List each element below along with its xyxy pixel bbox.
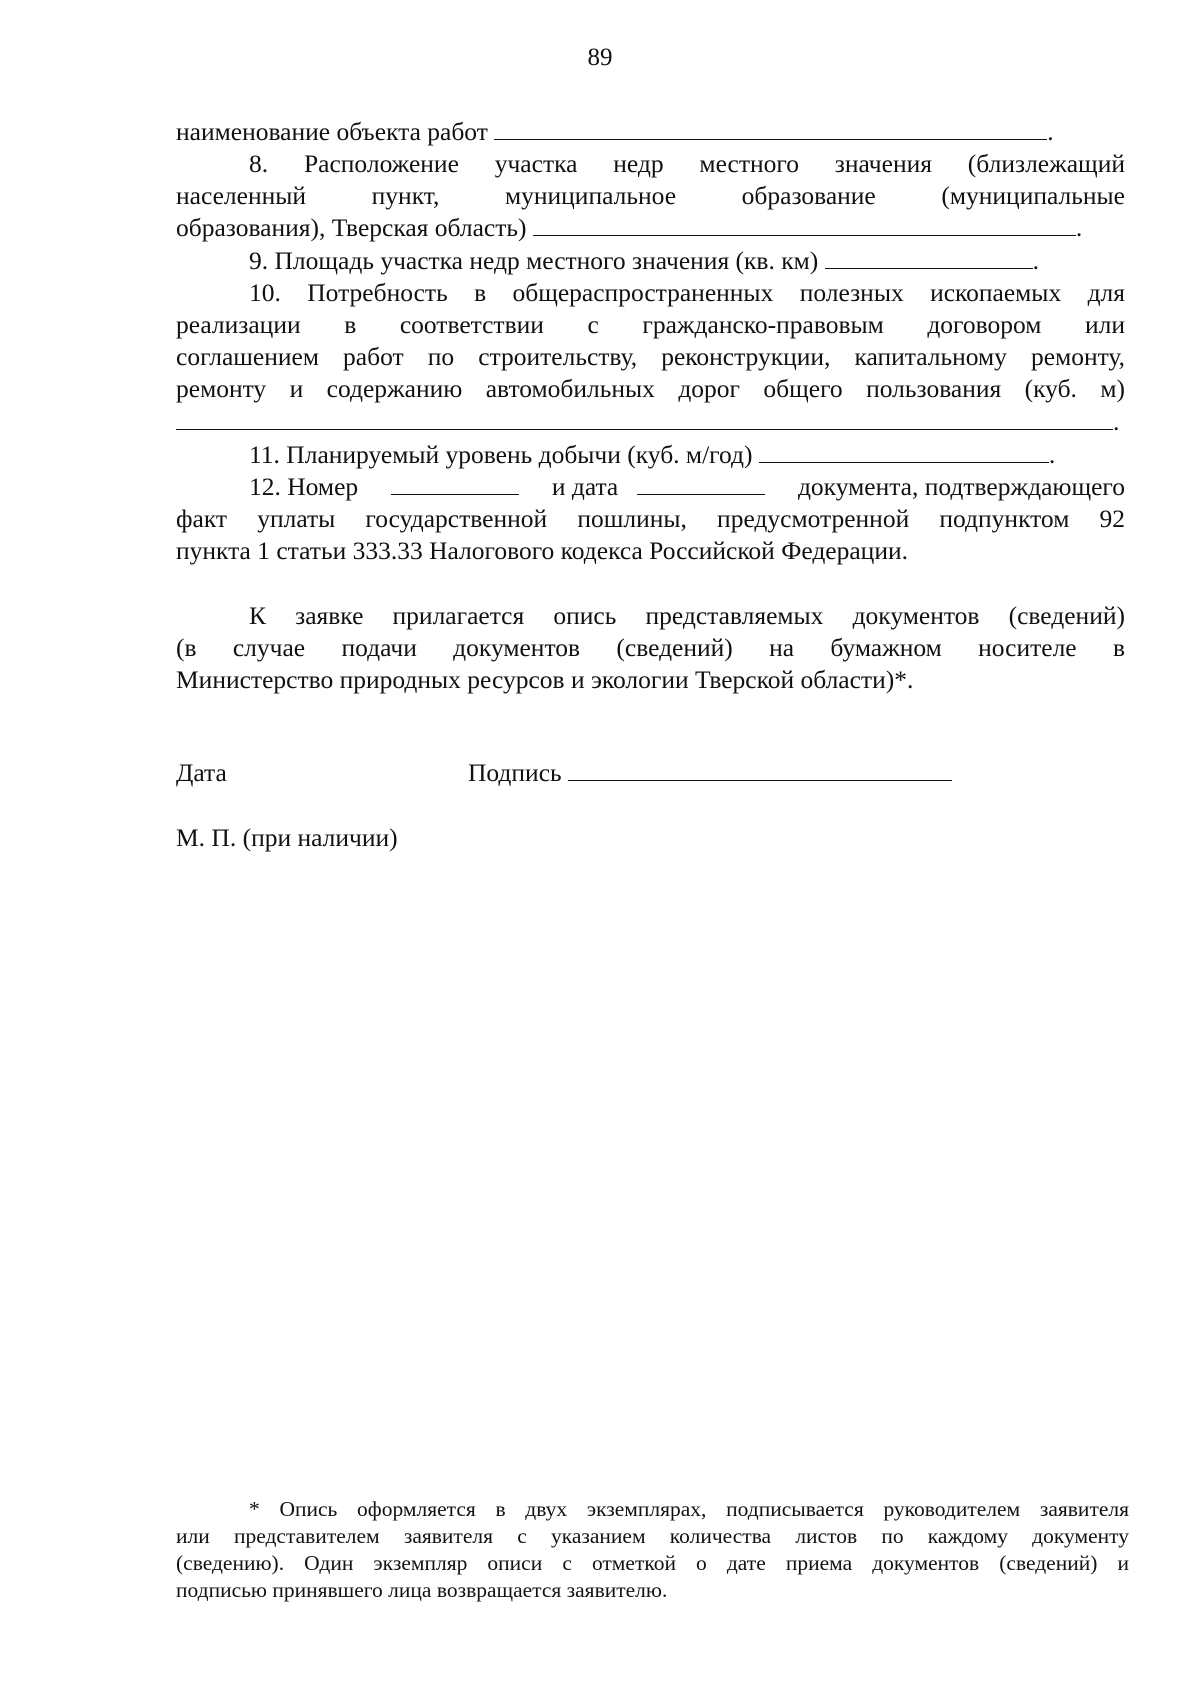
item8-line2: населенный пункт, муниципальное образование (муниципальные xyxy=(176,181,1125,210)
area-field[interactable] xyxy=(825,246,1033,269)
item10-line2: реализации в соответствии с гражданско-правовым договором или xyxy=(176,310,1125,339)
document-date-field[interactable] xyxy=(637,472,765,495)
item8-period: . xyxy=(1075,213,1083,242)
item11-label: 11. Планируемый уровень добычи (куб. м/год) xyxy=(249,440,753,469)
object-name-field[interactable] xyxy=(494,117,1047,140)
signature-label: Подпись xyxy=(468,758,562,787)
item10-period: . xyxy=(1113,407,1120,436)
demand-field[interactable] xyxy=(176,407,1113,430)
item8-line1: 8. Расположение участка недр местного значения (близлежащий xyxy=(249,149,1125,178)
signature-field[interactable] xyxy=(568,758,952,781)
item12-line2: факт уплаты государственной пошлины, предусмотренной подпунктом 92 xyxy=(176,504,1125,533)
item9-label: 9. Площадь участка недр местного значения (кв. км) xyxy=(249,246,819,275)
item10-line4: ремонту и содержанию автомобильных дорог общего пользования (куб. м) xyxy=(176,374,1125,403)
footnote-line4: подписью принявшего лица возвращается заявителю. xyxy=(176,1578,668,1602)
extraction-level-field[interactable] xyxy=(759,440,1049,463)
item9-period: . xyxy=(1032,246,1039,275)
item10-line3: соглашением работ по строительству, реконструкции, капитальному ремонту, xyxy=(176,342,1125,371)
footnote-line1: * Опись оформляется в двух экземплярах, подписывается руководителем заявителя xyxy=(249,1497,1129,1521)
item11-period: . xyxy=(1048,440,1056,469)
item12-date-label: и дата xyxy=(551,472,619,501)
item12-rest: документа, подтверждающего xyxy=(797,472,1125,501)
date-label: Дата xyxy=(176,758,227,787)
attachment-line2: (в случае подачи документов (сведений) на бумажном носителе в xyxy=(176,633,1125,662)
page-number: 89 xyxy=(587,44,613,71)
stamp-label: М. П. (при наличии) xyxy=(176,823,398,852)
item12-line1 xyxy=(176,471,1125,503)
attachment-line1: К заявке прилагается опись представляемых документов (сведений) xyxy=(249,601,1125,630)
object-name-period: . xyxy=(1047,117,1054,146)
item10-answer-line xyxy=(176,406,1125,438)
signature-line xyxy=(468,757,952,789)
item12-number-label: 12. Номер xyxy=(249,472,359,501)
attachment-line3: Министерство природных ресурсов и экологии Тверской области)*. xyxy=(176,665,914,694)
document-number-field[interactable] xyxy=(391,472,519,495)
item12-line3: пункта 1 статьи 333.33 Налогового кодекса Российской Федерации. xyxy=(176,536,908,565)
item8-label: образования), Тверская область) xyxy=(176,213,527,242)
object-name-line xyxy=(176,116,1125,148)
footnote-line3: (сведению). Один экземпляр описи с отметкой о дате приема документов (сведений) и xyxy=(176,1551,1129,1575)
footnote-line2: или представителем заявителя с указанием количества листов по каждому документу xyxy=(176,1524,1129,1548)
item10-line1: 10. Потребность в общераспространенных полезных ископаемых для xyxy=(249,278,1125,307)
item9-line xyxy=(176,245,1125,277)
item8-line3 xyxy=(176,212,1125,244)
location-field[interactable] xyxy=(533,213,1076,236)
object-name-label: наименование объекта работ xyxy=(176,117,488,146)
item11-line xyxy=(176,439,1125,471)
